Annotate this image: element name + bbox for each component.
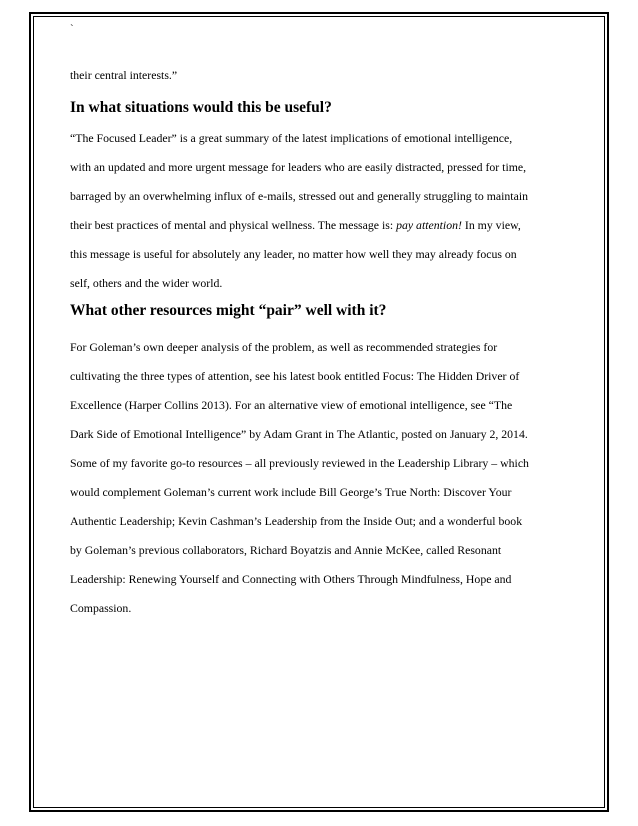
text-line: Authentic Leadership; Kevin Cashman’s Leadership from the Inside Out; and a wonderful book — [70, 514, 523, 528]
opening-line — [70, 61, 590, 90]
text-line: Some of my favorite go-to resources – all previously reviewed in the Leadership Library – which — [70, 456, 529, 470]
section-heading-usefulness: In what situations would this be useful? — [70, 99, 332, 116]
tick-mark: ` — [70, 23, 74, 35]
section-body-resources — [70, 333, 590, 623]
text-line: Compassion. — [70, 601, 132, 615]
text-segment: their best practices of mental and physical wellness. The message is: — [70, 218, 397, 232]
text-line: barraged by an overwhelming influx of e-mails, stressed out and generally struggling to maintain — [70, 189, 528, 203]
text-line: with an updated and more urgent message for leaders who are easily distracted, pressed for time, — [70, 160, 527, 174]
text-line-with-emphasis — [70, 211, 590, 240]
text-line: by Goleman’s previous collaborators, Richard Boyatzis and Annie McKee, called Resonant — [70, 543, 502, 557]
section-body-usefulness — [70, 124, 590, 298]
text-line: their central interests.” — [70, 68, 178, 82]
text-line: self, others and the wider world. — [70, 276, 223, 290]
text-line: Excellence (Harper Collins 2013). For an alternative view of emotional intelligence, see “The — [70, 398, 513, 412]
text-line: For Goleman’s own deeper analysis of the problem, as well as recommended strategies for — [70, 340, 498, 354]
text-line: Dark Side of Emotional Intelligence” by Adam Grant in The Atlantic, posted on January 2, 2014. — [70, 427, 528, 441]
emphasis-pay-attention: pay attention! — [396, 218, 462, 232]
text-line: “The Focused Leader” is a great summary of the latest implications of emotional intelligence, — [70, 131, 513, 145]
text-segment: In my view, — [461, 218, 521, 232]
text-line: Leadership: Renewing Yourself and Connecting with Others Through Mindfulness, Hope and — [70, 572, 512, 586]
text-line: cultivating the three types of attention, see his latest book entitled Focus: The Hidden Driver of — [70, 369, 520, 383]
section-heading-resources: What other resources might “pair” well with it? — [70, 302, 387, 319]
text-line: would complement Goleman’s current work include Bill George’s True North: Discover Your — [70, 485, 512, 499]
text-line: this message is useful for absolutely any leader, no matter how well they may already focus on — [70, 247, 517, 261]
